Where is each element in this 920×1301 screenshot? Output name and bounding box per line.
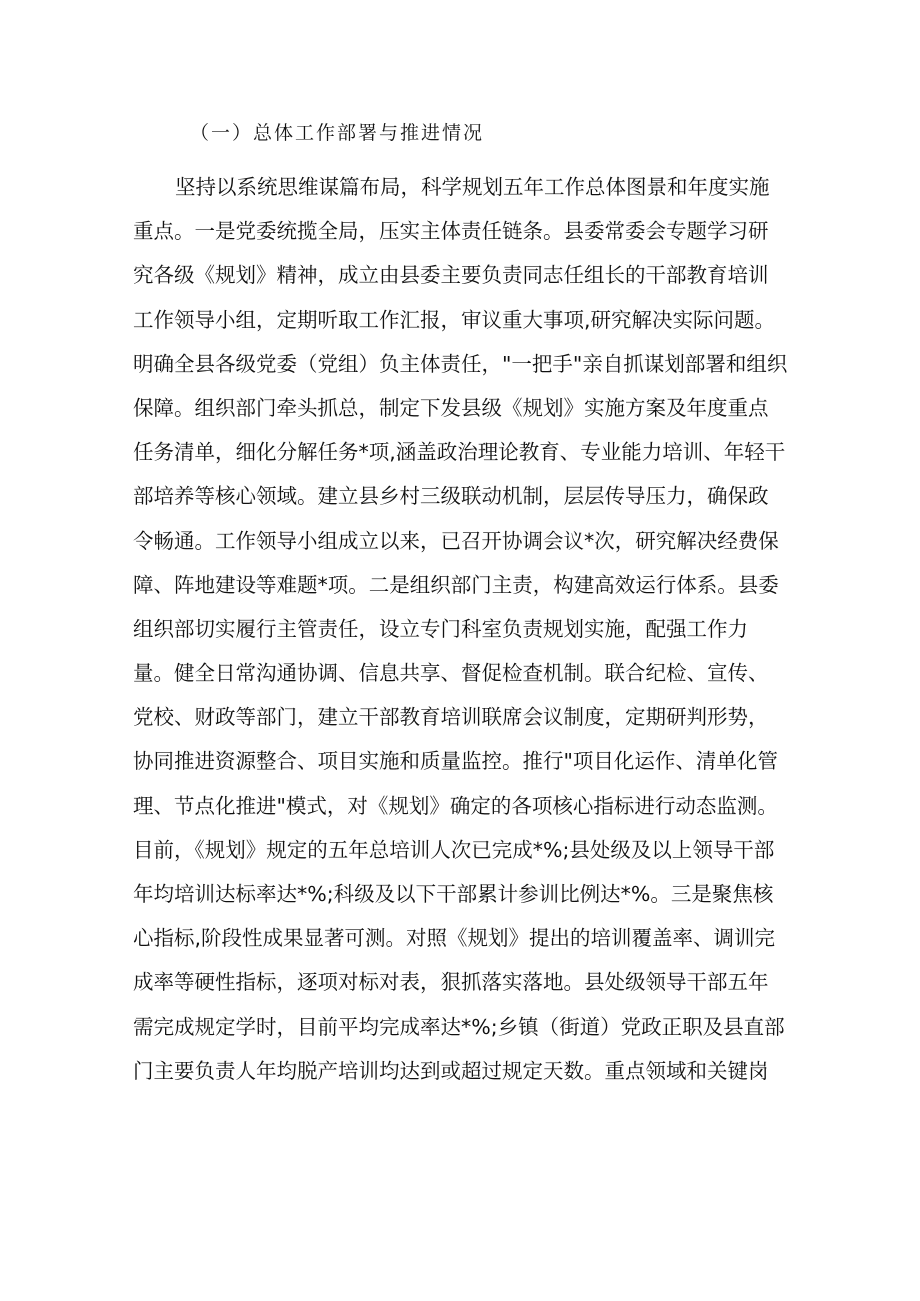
- paragraph-line: 成率等硬性指标，逐项对标对表，狠抓落实落地。县处级领导干部五年: [133, 970, 769, 995]
- paragraph-line: 重点。一是党委统揽全局，压实主体责任链条。县委常委会专题学习研: [133, 219, 769, 244]
- paragraph-line: 令畅通。工作领导小组成立以来，已召开协调会议*次，研究解决经费保: [133, 528, 779, 553]
- paragraph-line: 工作领导小组，定期听取工作汇报，审议重大事项,研究解决实际问题。: [133, 307, 776, 332]
- paragraph-line: 门主要负责人年均脱产培训均达到或超过规定天数。重点领域和关键岗: [133, 1058, 769, 1083]
- paragraph-line: 明确全县各级党委（党组）负主体责任，"一把手"亲自抓谋划部署和组织: [133, 351, 788, 376]
- paragraph-line: 任务清单，细化分解任务*项,涵盖政治理论教育、专业能力培训、年轻干: [133, 440, 786, 465]
- paragraph-line: 量。健全日常沟通协调、信息共享、督促检查机制。联合纪检、宣传、: [133, 661, 769, 686]
- paragraph-line: 保障。组织部门牵头抓总，制定下发县级《规划》实施方案及年度重点: [133, 395, 769, 420]
- paragraph-line: 理、节点化推进"模式，对《规划》确定的各项核心指标进行动态监测。: [133, 793, 778, 818]
- body-paragraph: [133, 165, 788, 1093]
- paragraph-line: 目前，《规划》规定的五年总培训人次已完成*%;县处级及以上领导干部: [133, 837, 775, 862]
- paragraph-line: 部培养等核心领域。建立县乡村三级联动机制，层层传导压力，确保政: [133, 484, 769, 509]
- paragraph-line: 究各级《规划》精神，成立由县委主要负责同志任组长的干部教育培训: [133, 263, 769, 288]
- paragraph-line: 坚持以系统思维谋篇布局，科学规划五年工作总体图景和年度实施: [175, 175, 770, 199]
- paragraph-line: 组织部切实履行主管责任，设立专门科室负责规划实施，配强工作力: [133, 616, 748, 641]
- section-heading: （一）总体工作部署与推进情况: [190, 122, 485, 144]
- paragraph-line: 党校、财政等部门，建立干部教育培训联席会议制度，定期研判形势，: [133, 705, 769, 730]
- paragraph-line: 心指标,阶段性成果显著可测。对照《规划》提出的培训覆盖率、调训完: [133, 926, 776, 951]
- paragraph-line: 需完成规定学时，目前平均完成率达*%;乡镇（街道）党政正职及县直部: [133, 1014, 785, 1039]
- paragraph-line: 协同推进资源整合、项目实施和质量监控。推行"项目化运作、清单化管: [133, 749, 778, 774]
- paragraph-line: 障、阵地建设等难题*项。二是组织部门主责，构建高效运行体系。县委: [133, 572, 779, 597]
- paragraph-line: 年均培训达标率达*%;科级及以下干部累计参训比例达*%。三是聚焦核: [133, 882, 774, 906]
